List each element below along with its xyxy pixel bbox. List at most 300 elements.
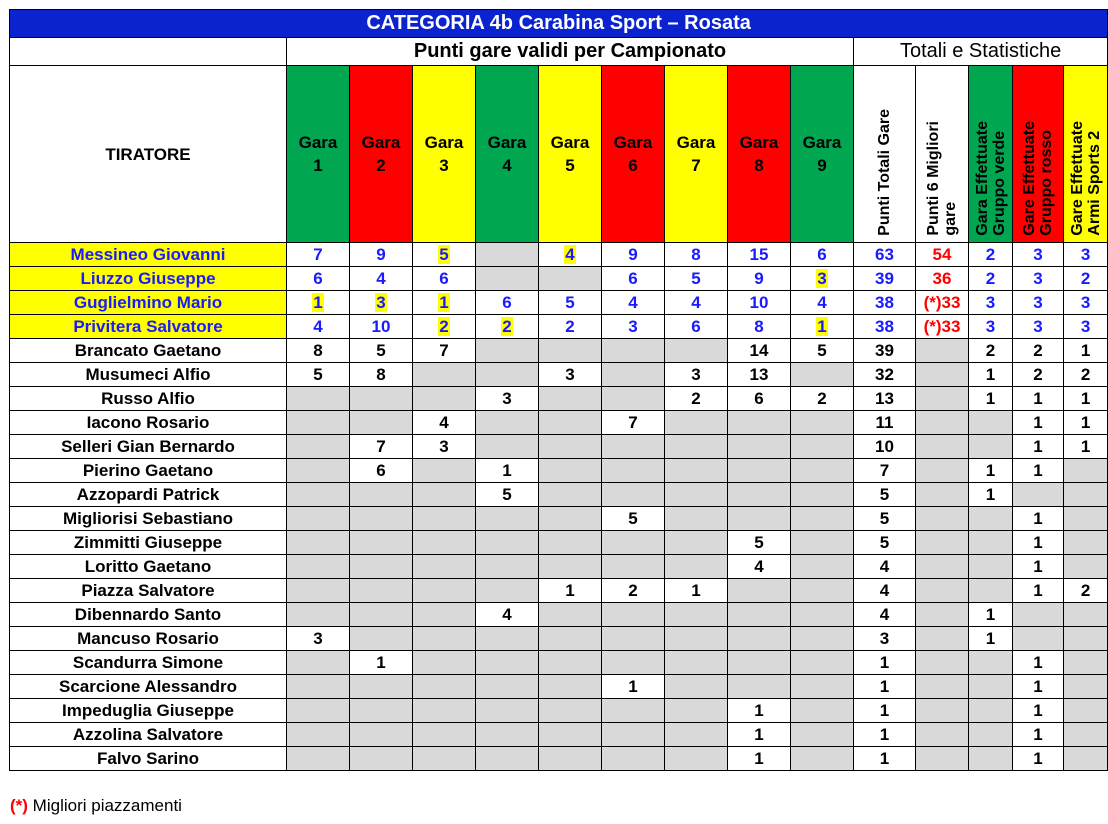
score-cell: [476, 507, 539, 531]
score-cell: 5: [539, 291, 602, 315]
score-cell: [413, 531, 476, 555]
total-points: 1: [854, 723, 916, 747]
score-cell: [476, 339, 539, 363]
score-cell: [791, 531, 854, 555]
score-cell: 4: [476, 603, 539, 627]
best6-points: 54: [916, 243, 969, 267]
red-group-count: 1: [1013, 723, 1064, 747]
best-placement-score: 4: [565, 245, 575, 264]
best-placement-score: 1: [817, 317, 827, 336]
score-cell: 6: [287, 267, 350, 291]
score-cell: 13: [728, 363, 791, 387]
footnote: [10, 796, 182, 816]
score-cell: 2: [539, 315, 602, 339]
stat-header-label: Punti Totali Gare: [876, 109, 893, 236]
score-cell: [728, 675, 791, 699]
green-group-count: [969, 555, 1013, 579]
score-cell: [476, 243, 539, 267]
score-cell: [413, 651, 476, 675]
red-group-count: 1: [1013, 579, 1064, 603]
gara-header: Gara 8: [728, 66, 791, 243]
score-cell: [539, 747, 602, 771]
blank-corner: [10, 38, 287, 66]
armi-sports-count: [1064, 675, 1108, 699]
total-points: 32: [854, 363, 916, 387]
score-cell: [539, 531, 602, 555]
score-cell: [287, 459, 350, 483]
score-cell: [602, 723, 665, 747]
best6-points: [916, 675, 969, 699]
armi-sports-count: [1064, 747, 1108, 771]
score-cell: [539, 411, 602, 435]
score-cell: [476, 531, 539, 555]
red-group-count: 3: [1013, 315, 1064, 339]
score-cell: 5: [287, 363, 350, 387]
score-cell: [476, 675, 539, 699]
total-points: 5: [854, 531, 916, 555]
stat-header: [969, 66, 1013, 243]
score-cell: 4: [665, 291, 728, 315]
score-cell: [791, 363, 854, 387]
armi-sports-count: 3: [1064, 243, 1108, 267]
shooter-name: Azzolina Salvatore: [10, 723, 287, 747]
total-points: 4: [854, 603, 916, 627]
green-group-count: 1: [969, 627, 1013, 651]
score-cell: [350, 291, 413, 315]
score-cell: 2: [602, 579, 665, 603]
red-group-count: [1013, 483, 1064, 507]
score-cell: [287, 723, 350, 747]
score-cell: 1: [728, 699, 791, 723]
score-cell: [413, 363, 476, 387]
shooter-name: Selleri Gian Bernardo: [10, 435, 287, 459]
score-cell: [665, 411, 728, 435]
score-cell: [602, 459, 665, 483]
gara-header: Gara 1: [287, 66, 350, 243]
score-cell: [287, 747, 350, 771]
footnote-text: Migliori piazzamenti: [27, 796, 182, 815]
armi-sports-count: 2: [1064, 579, 1108, 603]
score-cell: [539, 459, 602, 483]
score-cell: [665, 483, 728, 507]
score-cell: [539, 339, 602, 363]
section-stats-header: Totali e Statistiche: [854, 38, 1108, 66]
score-cell: 7: [350, 435, 413, 459]
total-points: 39: [854, 339, 916, 363]
score-cell: [665, 339, 728, 363]
score-cell: [350, 555, 413, 579]
total-points: 3: [854, 627, 916, 651]
score-cell: 1: [728, 723, 791, 747]
score-cell: [476, 699, 539, 723]
best-placement-score: 2: [502, 317, 512, 336]
stat-header-label: Gare Effettuate Armi Sports 2: [1068, 121, 1103, 236]
red-group-count: 3: [1013, 291, 1064, 315]
score-cell: [791, 435, 854, 459]
score-cell: [602, 603, 665, 627]
score-cell: [539, 555, 602, 579]
score-cell: [602, 483, 665, 507]
score-cell: [413, 627, 476, 651]
score-cell: [350, 483, 413, 507]
total-points: 63: [854, 243, 916, 267]
best6-points: [916, 339, 969, 363]
score-cell: [791, 411, 854, 435]
score-cell: [476, 435, 539, 459]
score-cell: [476, 267, 539, 291]
green-group-count: 2: [969, 339, 1013, 363]
red-group-count: 1: [1013, 411, 1064, 435]
red-group-count: 1: [1013, 747, 1064, 771]
score-cell: [413, 459, 476, 483]
score-cell: [791, 651, 854, 675]
score-cell: [665, 531, 728, 555]
score-cell: [287, 507, 350, 531]
armi-sports-count: 1: [1064, 339, 1108, 363]
score-cell: [791, 603, 854, 627]
score-cell: [287, 675, 350, 699]
red-group-count: 2: [1013, 363, 1064, 387]
shooter-name: Zimmitti Giuseppe: [10, 531, 287, 555]
score-cell: [665, 747, 728, 771]
score-cell: [350, 531, 413, 555]
shooter-name: Privitera Salvatore: [10, 315, 287, 339]
score-cell: [791, 627, 854, 651]
shooter-name: Messineo Giovanni: [10, 243, 287, 267]
best6-points: [916, 435, 969, 459]
score-cell: [791, 315, 854, 339]
best-placement-score: 3: [817, 269, 827, 288]
gara-header: Gara 5: [539, 66, 602, 243]
table-row: [10, 315, 1108, 339]
green-group-count: [969, 507, 1013, 531]
score-cell: [602, 555, 665, 579]
score-cell: [539, 435, 602, 459]
green-group-count: 2: [969, 243, 1013, 267]
green-group-count: 3: [969, 315, 1013, 339]
score-cell: [476, 627, 539, 651]
score-cell: [791, 459, 854, 483]
best-placement-score: 3: [376, 293, 386, 312]
shooter-name: Azzopardi Patrick: [10, 483, 287, 507]
red-group-count: 3: [1013, 243, 1064, 267]
score-cell: 6: [350, 459, 413, 483]
score-cell: [476, 411, 539, 435]
score-cell: 3: [602, 315, 665, 339]
score-cell: [665, 555, 728, 579]
armi-sports-count: 2: [1064, 363, 1108, 387]
score-cell: [791, 483, 854, 507]
tiratore-header: TIRATORE: [10, 66, 287, 243]
total-points: 1: [854, 675, 916, 699]
score-cell: [539, 243, 602, 267]
best6-points: (*)33: [916, 315, 969, 339]
score-cell: [413, 699, 476, 723]
table-row: [10, 267, 1108, 291]
score-cell: [665, 603, 728, 627]
gara-header: Gara 9: [791, 66, 854, 243]
score-cell: 1: [539, 579, 602, 603]
red-group-count: 1: [1013, 531, 1064, 555]
score-cell: [287, 699, 350, 723]
score-cell: [728, 459, 791, 483]
shooter-name: Liuzzo Giuseppe: [10, 267, 287, 291]
armi-sports-count: [1064, 723, 1108, 747]
red-group-count: 1: [1013, 459, 1064, 483]
score-cell: 5: [728, 531, 791, 555]
score-cell: 6: [413, 267, 476, 291]
stat-header: [916, 66, 969, 243]
green-group-count: 1: [969, 387, 1013, 411]
score-cell: [665, 459, 728, 483]
green-group-count: [969, 699, 1013, 723]
score-cell: [413, 723, 476, 747]
gara-header: Gara 3: [413, 66, 476, 243]
score-cell: [728, 627, 791, 651]
score-cell: 4: [791, 291, 854, 315]
best6-points: [916, 699, 969, 723]
score-cell: [791, 675, 854, 699]
table-row: [10, 411, 1108, 435]
best6-points: [916, 483, 969, 507]
score-cell: [413, 603, 476, 627]
score-cell: [350, 747, 413, 771]
best6-points: [916, 555, 969, 579]
score-cell: [602, 531, 665, 555]
green-group-count: [969, 411, 1013, 435]
score-cell: 8: [350, 363, 413, 387]
score-cell: 15: [728, 243, 791, 267]
green-group-count: 1: [969, 459, 1013, 483]
score-cell: [791, 699, 854, 723]
best6-points: [916, 507, 969, 531]
score-cell: [476, 363, 539, 387]
best6-points: [916, 627, 969, 651]
section-points-header: Punti gare validi per Campionato: [287, 38, 854, 66]
score-cell: 6: [476, 291, 539, 315]
table-row: [10, 531, 1108, 555]
score-cell: [287, 387, 350, 411]
best6-points: (*)33: [916, 291, 969, 315]
table-row: [10, 579, 1108, 603]
score-cell: [476, 651, 539, 675]
total-points: 10: [854, 435, 916, 459]
total-points: 5: [854, 483, 916, 507]
score-cell: [413, 291, 476, 315]
score-cell: [539, 603, 602, 627]
green-group-count: [969, 675, 1013, 699]
score-cell: [665, 435, 728, 459]
score-cell: 10: [350, 315, 413, 339]
score-cell: [350, 579, 413, 603]
green-group-count: 1: [969, 603, 1013, 627]
total-points: 1: [854, 699, 916, 723]
score-cell: 4: [413, 411, 476, 435]
score-cell: [287, 555, 350, 579]
table-title: CATEGORIA 4b Carabina Sport – Rosata: [10, 10, 1108, 38]
table-row: [10, 507, 1108, 531]
shooter-name: Dibennardo Santo: [10, 603, 287, 627]
armi-sports-count: 1: [1064, 387, 1108, 411]
score-cell: [350, 723, 413, 747]
score-cell: 2: [665, 387, 728, 411]
score-cell: [665, 627, 728, 651]
score-cell: 9: [602, 243, 665, 267]
score-cell: [350, 387, 413, 411]
score-cell: 3: [539, 363, 602, 387]
green-group-count: 1: [969, 483, 1013, 507]
total-points: 1: [854, 651, 916, 675]
shooter-name: Guglielmino Mario: [10, 291, 287, 315]
green-group-count: [969, 723, 1013, 747]
green-group-count: [969, 651, 1013, 675]
gara-header: Gara 6: [602, 66, 665, 243]
score-cell: [476, 723, 539, 747]
score-cell: [539, 675, 602, 699]
green-group-count: 3: [969, 291, 1013, 315]
score-cell: [413, 675, 476, 699]
red-group-count: 3: [1013, 267, 1064, 291]
score-cell: 7: [287, 243, 350, 267]
armi-sports-count: [1064, 603, 1108, 627]
score-cell: [728, 507, 791, 531]
ranking-table: [9, 9, 1108, 771]
best6-points: [916, 387, 969, 411]
score-cell: 3: [287, 627, 350, 651]
score-cell: [602, 651, 665, 675]
table-row: [10, 699, 1108, 723]
score-cell: [728, 579, 791, 603]
score-cell: [350, 675, 413, 699]
shooter-name: Migliorisi Sebastiano: [10, 507, 287, 531]
stat-header-label: Gara Effettuate Gruppo verde: [973, 121, 1008, 236]
best-placement-score: 1: [313, 293, 323, 312]
score-cell: [539, 723, 602, 747]
score-cell: [665, 651, 728, 675]
score-cell: [413, 315, 476, 339]
gara-header: Gara 7: [665, 66, 728, 243]
red-group-count: 1: [1013, 651, 1064, 675]
score-cell: [791, 579, 854, 603]
score-cell: [350, 627, 413, 651]
score-cell: [476, 579, 539, 603]
score-cell: 5: [791, 339, 854, 363]
armi-sports-count: 3: [1064, 291, 1108, 315]
table-row: [10, 435, 1108, 459]
total-points: 38: [854, 315, 916, 339]
score-cell: 10: [728, 291, 791, 315]
score-cell: [413, 579, 476, 603]
score-cell: [539, 627, 602, 651]
score-cell: [665, 507, 728, 531]
armi-sports-count: [1064, 507, 1108, 531]
score-cell: 4: [287, 315, 350, 339]
score-cell: [539, 699, 602, 723]
table-row: [10, 483, 1108, 507]
score-cell: [602, 387, 665, 411]
score-cell: [539, 507, 602, 531]
score-cell: [791, 507, 854, 531]
score-cell: [602, 699, 665, 723]
best6-points: [916, 363, 969, 387]
red-group-count: [1013, 627, 1064, 651]
score-cell: [287, 483, 350, 507]
score-cell: [602, 435, 665, 459]
stat-header: [1064, 66, 1108, 243]
score-cell: 8: [665, 243, 728, 267]
best-placement-score: 5: [439, 245, 449, 264]
score-cell: 2: [791, 387, 854, 411]
score-cell: [350, 699, 413, 723]
footnote-marker: (*): [10, 796, 28, 815]
score-cell: [287, 579, 350, 603]
green-group-count: [969, 531, 1013, 555]
score-cell: [287, 603, 350, 627]
armi-sports-count: 1: [1064, 435, 1108, 459]
score-cell: [350, 603, 413, 627]
armi-sports-count: [1064, 555, 1108, 579]
score-cell: [665, 675, 728, 699]
score-cell: [728, 435, 791, 459]
total-points: 11: [854, 411, 916, 435]
score-cell: [665, 723, 728, 747]
best6-points: [916, 651, 969, 675]
shooter-name: Falvo Sarino: [10, 747, 287, 771]
red-group-count: 2: [1013, 339, 1064, 363]
score-cell: [539, 267, 602, 291]
table-row: [10, 459, 1108, 483]
table-row: [10, 747, 1108, 771]
shooter-name: Mancuso Rosario: [10, 627, 287, 651]
red-group-count: 1: [1013, 507, 1064, 531]
score-cell: [602, 627, 665, 651]
score-cell: [665, 699, 728, 723]
armi-sports-count: [1064, 483, 1108, 507]
score-cell: 1: [602, 675, 665, 699]
armi-sports-count: [1064, 627, 1108, 651]
armi-sports-count: 2: [1064, 267, 1108, 291]
shooter-name: Pierino Gaetano: [10, 459, 287, 483]
total-points: 13: [854, 387, 916, 411]
stat-header-label: Gare Effettuate Gruppo rosso: [1021, 121, 1055, 236]
armi-sports-count: 3: [1064, 315, 1108, 339]
table-row: [10, 651, 1108, 675]
red-group-count: 1: [1013, 699, 1064, 723]
score-cell: [413, 747, 476, 771]
red-group-count: 1: [1013, 387, 1064, 411]
stat-header: [854, 66, 916, 243]
gara-header: Gara 4: [476, 66, 539, 243]
score-cell: 4: [728, 555, 791, 579]
shooter-name: Russo Alfio: [10, 387, 287, 411]
score-cell: [413, 243, 476, 267]
score-cell: [287, 435, 350, 459]
score-cell: 6: [791, 243, 854, 267]
score-cell: 14: [728, 339, 791, 363]
score-cell: [791, 267, 854, 291]
score-cell: [728, 411, 791, 435]
score-cell: [350, 507, 413, 531]
score-cell: [476, 747, 539, 771]
score-cell: [287, 291, 350, 315]
score-cell: 8: [287, 339, 350, 363]
score-cell: 3: [665, 363, 728, 387]
score-cell: [539, 483, 602, 507]
table-row: [10, 387, 1108, 411]
score-cell: [287, 411, 350, 435]
score-cell: 7: [413, 339, 476, 363]
score-cell: [791, 723, 854, 747]
